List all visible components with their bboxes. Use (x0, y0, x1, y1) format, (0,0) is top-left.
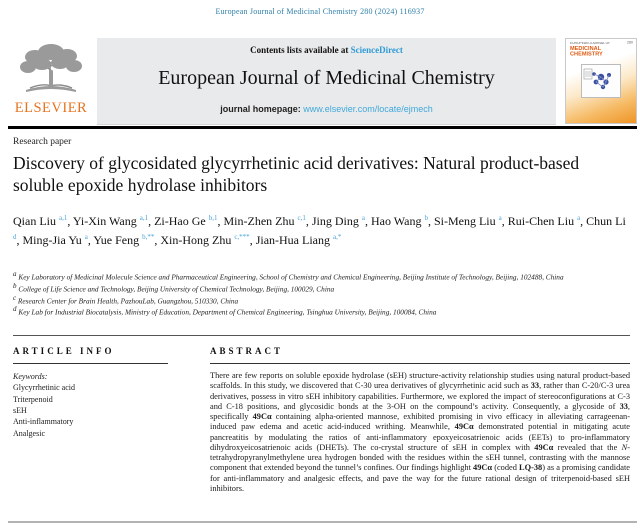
author-list: Qian Liu $^{a,1}$, Yi-Xin Wang $^{a,1}$, Zi-Hao Ge $^{b,1}$, Min-Zhen Zhu $^{c,1}$, Jing Ding $^a$, Hao Wang $^b$, Si-Meng Liu $^a$, Rui-Chen Liu $^a$, Chun Li $^d$, Ming-Jia Yu $^a$, Yue Feng $^{b,**}$, Xin-Hong Zhu $^{c,***}$, Jian-Hua Liang $^{a,*}$ (13, 214, 626, 247)
abstract-heading: ABSTRACT (210, 346, 284, 356)
author-name: Yue Feng (93, 232, 143, 247)
contents-line (97, 45, 556, 55)
author-affiliation-ref[interactable]: a (498, 214, 502, 222)
author-affiliation-ref[interactable]: a,* (333, 232, 342, 241)
author-affiliation-ref[interactable]: a,1 (139, 214, 149, 222)
abstract-compound-ref: LQ-38 (519, 463, 543, 473)
author-affiliation-ref[interactable]: d (13, 232, 17, 241)
contents-prefix: Contents lists available at (250, 45, 351, 55)
keywords-block (13, 371, 171, 439)
author-name: Min-Zhen Zhu (223, 214, 298, 228)
abstract-segment: (coded (492, 463, 520, 473)
author-name: Jian-Hua Liang (255, 232, 333, 247)
cover-kicker: EUROPEAN JOURNAL OF (570, 42, 611, 46)
cover-molecule-art (581, 64, 621, 98)
abstract-compound-ref: 33 (530, 381, 540, 391)
abstract-text (210, 371, 630, 494)
sciencedirect-link[interactable]: ScienceDirect (350, 45, 403, 55)
affiliation: $^d$ Key Lab for Industrial Biocatalysis, Ministry of Education, Department of Chemical Engineering, Tsinghua University, Beijing, 100084, China (13, 305, 437, 317)
abstract-segment: There are few reports on soluble epoxide hydrolase (sEH) structure-activity relationship studies using natural product-based scaffolds. In this study, we discovered that C-30 urea derivatives of glycyrrhetinic acid such as (210, 371, 630, 391)
abstract-compound-ref: 49Cα (534, 442, 554, 452)
abstract-column (210, 346, 630, 494)
abstract-compound-ref: 49Cα (252, 412, 272, 421)
elsevier-logo (8, 40, 94, 124)
footer-divider (8, 521, 637, 523)
author-name: Jing Ding (311, 214, 362, 228)
abstract-segment: revealed that the (553, 442, 622, 452)
header-divider (8, 126, 637, 129)
author-name: Xin-Hong Zhu (160, 232, 235, 247)
affiliation-marker: c (13, 293, 17, 302)
journal-banner (97, 38, 556, 125)
author-affiliation-ref[interactable]: a (361, 214, 365, 222)
abstract-compound-ref: 49Cα (473, 463, 493, 473)
keyword: Analgesic (13, 428, 45, 438)
keyword: Glycyrrhetinic acid (13, 383, 75, 393)
abstract-segment: ) as a promising candidate for anti-inflammatory and analgesic effects, and pave the way for the future rational design of triterpenoid-based sEH inhibitors. (210, 463, 630, 493)
affiliation: $^b$ College of Life Science and Technology, Beijing University of Chemical Technology, Beijing, 100029, China (13, 281, 335, 294)
author-name: Zi-Hao Ge (154, 214, 209, 228)
cover-issue-number: 280 (626, 41, 633, 45)
article-info-heading: ARTICLE INFO (13, 346, 115, 356)
article-info-heading-rule (13, 363, 168, 364)
abstract-heading-rule (210, 363, 630, 364)
homepage-line (97, 104, 556, 114)
author-affiliation-ref[interactable]: a (84, 232, 88, 241)
section-divider (13, 335, 630, 336)
author-name: Si-Meng Liu (433, 214, 499, 228)
keyword: Anti-inflammatory (13, 417, 74, 427)
abstract-segment: containing alpha-oriented mannose, exhibited promising in vivo efficacy in alleviating carrageenan-induced paw edema and acetic acid-induced writhing. Meanwhile, (210, 412, 630, 432)
homepage-link[interactable]: www.elsevier.com/locate/ejmech (303, 104, 433, 114)
author-name: Rui-Chen Liu (507, 214, 578, 228)
keyword: Triterpenoid (13, 394, 53, 404)
affiliation: $^c$ Research Center for Brain Health, PazhouLab, Guangzhou, 510330, China (13, 293, 239, 305)
author-affiliation-ref[interactable]: b,1 (208, 214, 218, 222)
elsevier-tree-icon (18, 40, 84, 102)
journal-title: European Journal of Medicinal Chemistry (158, 67, 495, 89)
abstract-compound-ref: 49Cα (454, 422, 474, 432)
affiliation-list (13, 270, 628, 317)
keywords-label: Keywords: (13, 372, 48, 381)
article-info-column (13, 346, 171, 439)
affiliation-marker: b (13, 281, 17, 290)
author-affiliation-ref[interactable]: c,*** (234, 232, 250, 241)
abstract-segment: , specifically (210, 401, 630, 421)
affiliation: $^a$ Key Laboratory of Medicinal Molecule Science and Pharmaceutical Engineering, School of Chemistry and Chemical Engineering, Beijing Institute of Technology, Beijing, 102488, China (13, 270, 564, 282)
author-affiliation-ref[interactable]: a (577, 214, 581, 222)
cover-journal-name: MEDICINAL CHEMISTRY (570, 46, 603, 58)
affiliation-marker: a (13, 270, 17, 278)
affiliation-marker: d (13, 305, 17, 314)
author-name: Ming-Jia Yu (22, 232, 85, 247)
author-name: Hao Wang (370, 214, 425, 228)
abstract-italic-term: N (621, 442, 628, 452)
keyword: sEH (13, 406, 27, 416)
abstract-segment: demonstrated potential in mitigating acute pancreatitis by modulating the ratios of anti-inflammatory epoxyeicosatrienoic acids (EETs) to pro-inflammatory dihydroxyeicosatrienoic acids (DHETs). The co-crystal structure of sEH in complex with (210, 422, 630, 452)
author-affiliation-ref[interactable]: b (424, 214, 428, 222)
author-name: Chun Li (586, 214, 626, 228)
page-citation: European Journal of Medicinal Chemistry 280 (2024) 116937 (215, 7, 425, 16)
abstract-segment: , rather than C-20/C-3 urea derivatives, possess in vitro sEH inhibitory capabilities. Furthermore, we explored the impact of stereoconfigurations at C-3 and C-18 positions, and glycosidic bonds at the 3-OH on the compound’s activity. Consequently, a glycoside of (210, 381, 630, 411)
author-affiliation-ref[interactable]: c,1 (297, 214, 306, 222)
homepage-label: journal homepage: (220, 104, 304, 114)
abstract-compound-ref: 33 (619, 401, 628, 411)
article-title: Discovery of glycosidated glycyrrhetinic acid derivatives: Natural product-based soluble epoxide hydrolase inhibitors (13, 153, 580, 196)
author-name: Qian Liu (13, 214, 59, 228)
keywords-list (13, 382, 171, 439)
article-type-label: Research paper (13, 137, 72, 147)
author-affiliation-ref[interactable]: b,** (142, 232, 155, 241)
abstract-segment: -tetrahydropyranylmethylene urea hydrogen bonded with the residues within the sEH tunnel, contrasting with the mannose component that extended beyond the tunnel’s confines. Our findings highlight (210, 442, 630, 473)
author-affiliation-ref[interactable]: a,1 (59, 214, 68, 222)
journal-cover-thumbnail[interactable] (565, 38, 637, 124)
author-name: Yi-Xin Wang (72, 214, 140, 228)
elsevier-wordmark: ELSEVIER (14, 100, 88, 116)
